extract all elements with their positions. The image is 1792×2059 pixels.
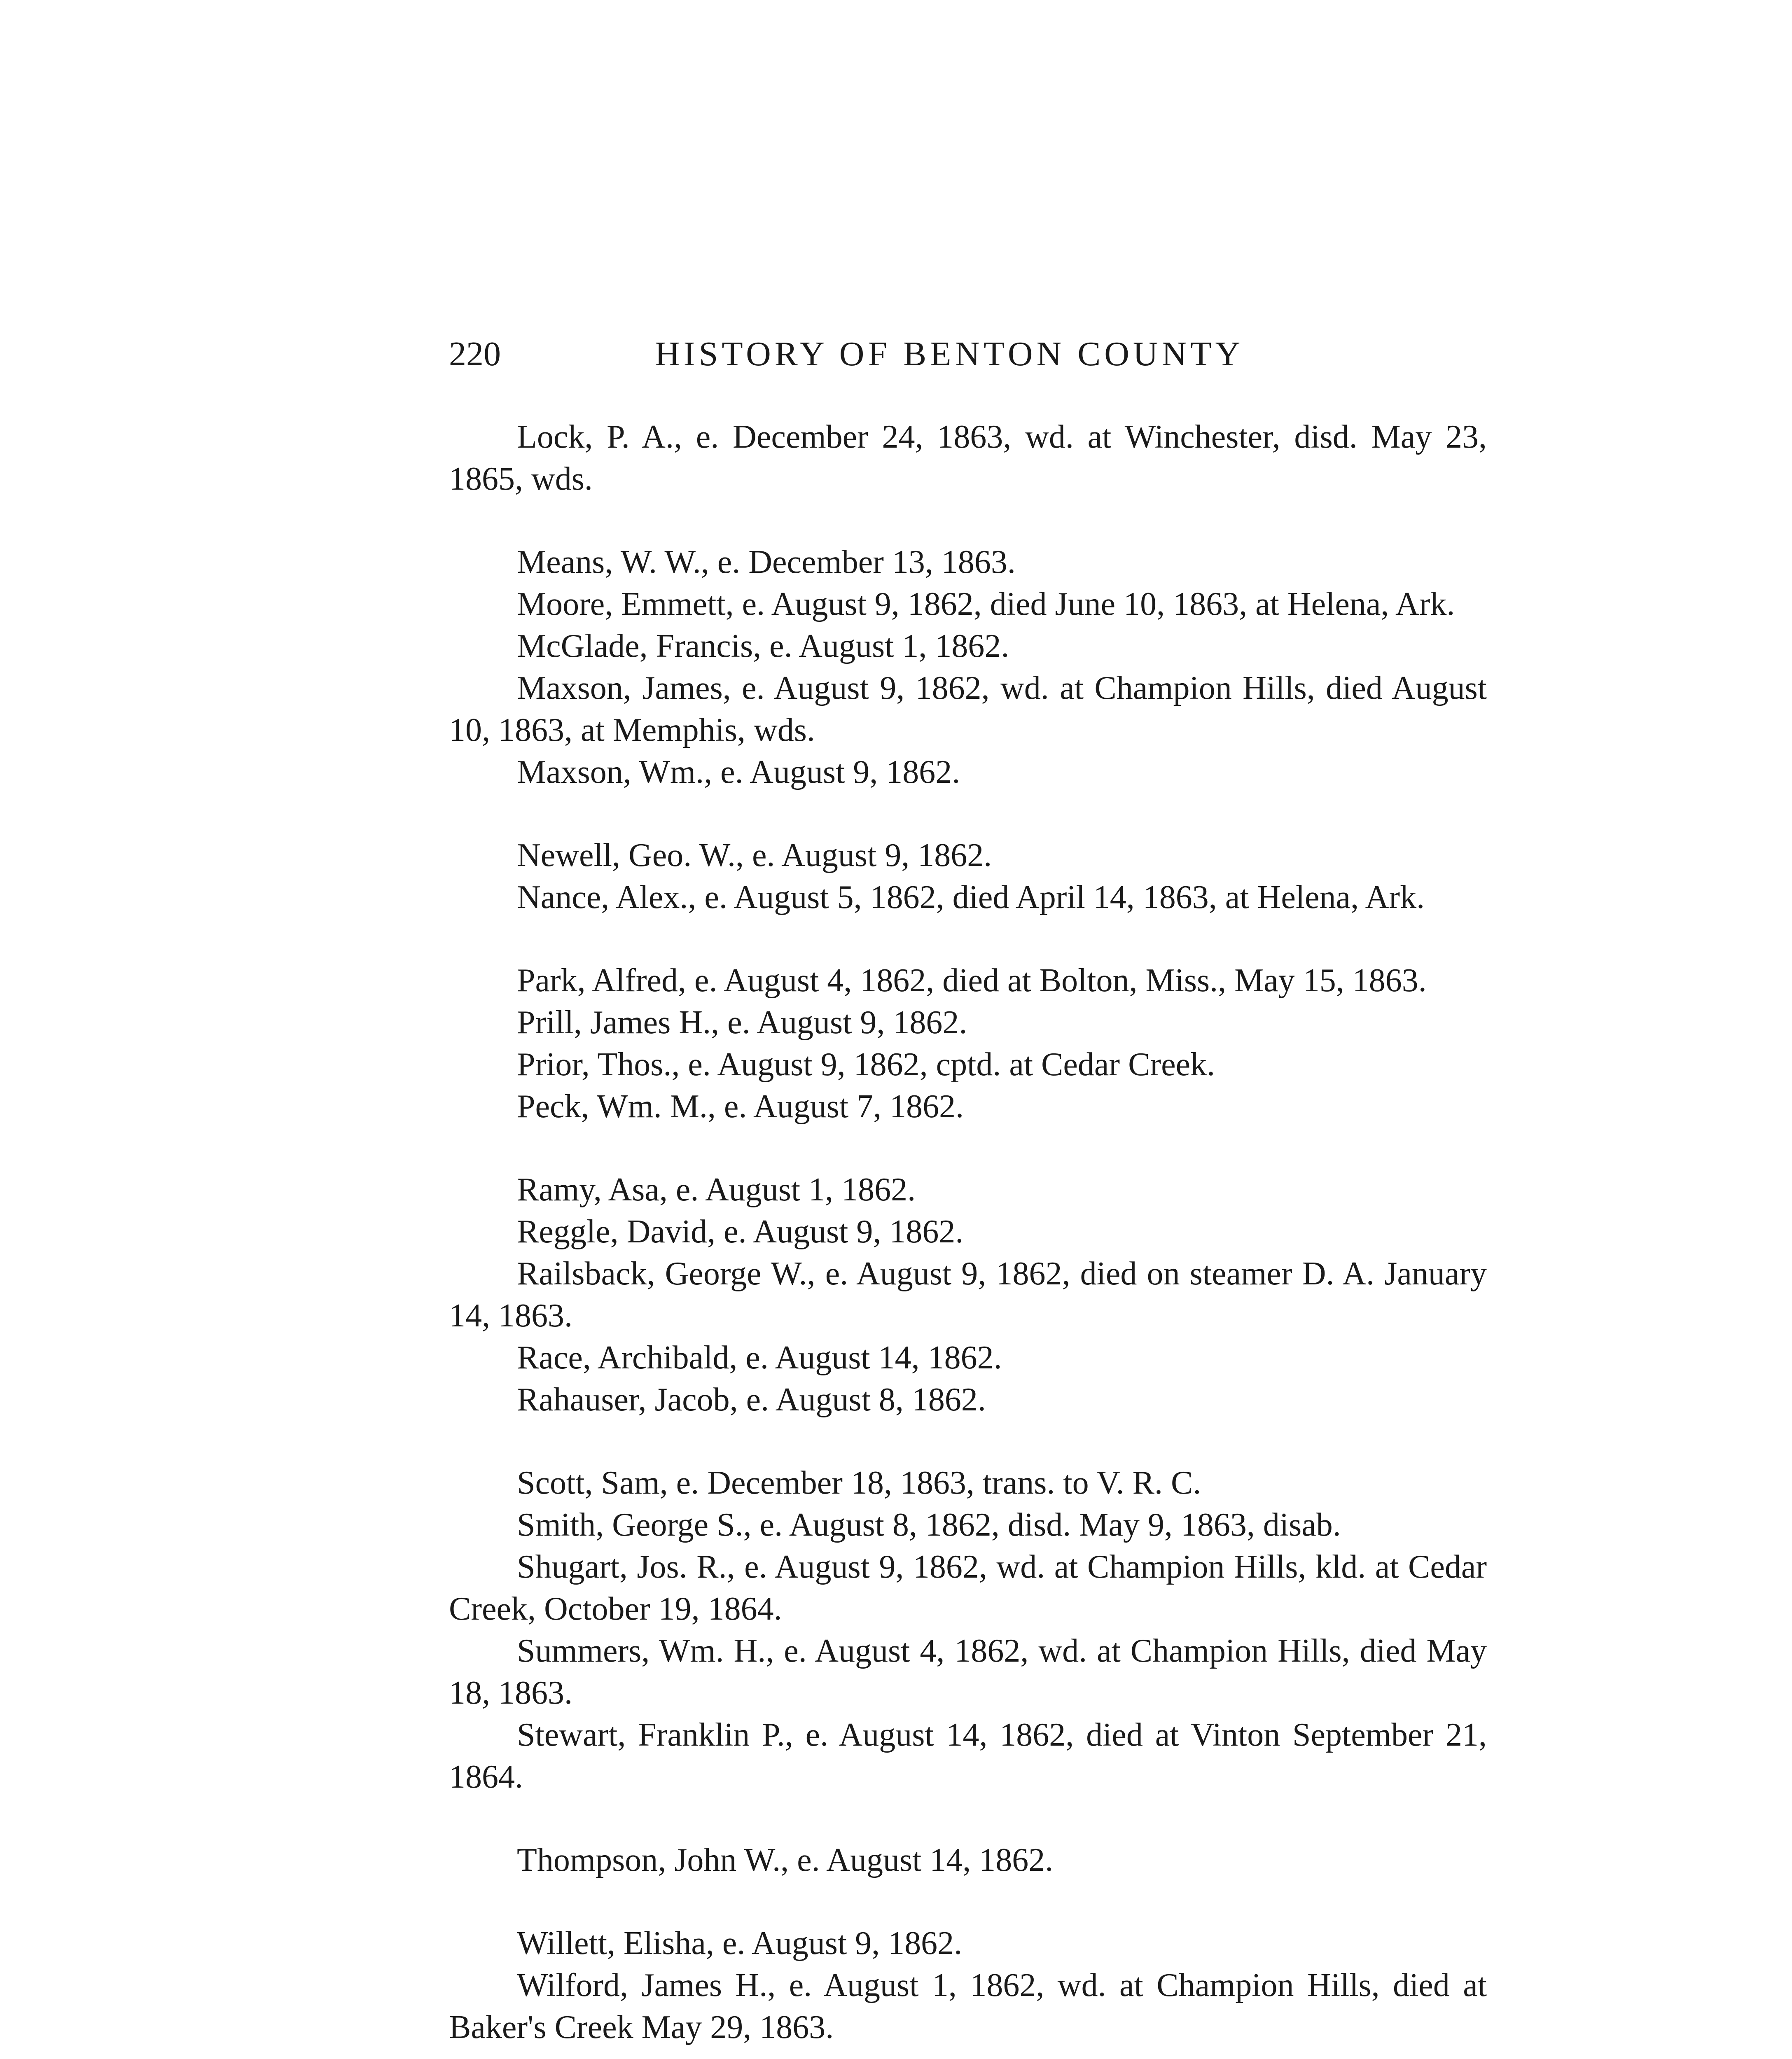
roster-entry: Thompson, John W., e. August 14, 1862. bbox=[517, 1842, 1054, 1878]
page-number: 220 bbox=[449, 335, 501, 373]
roster-entry: Rahauser, Jacob, e. August 8, 1862. bbox=[517, 1382, 986, 1418]
roster-group-l bbox=[449, 416, 1487, 500]
roster-entry: Means, W. W., e. December 13, 1863. bbox=[517, 544, 1016, 580]
roster-entry: McGlade, Francis, e. August 1, 1862. bbox=[517, 628, 1009, 664]
roster-entry: Scott, Sam, e. December 18, 1863, trans. to V. R. C. bbox=[517, 1465, 1201, 1501]
roster-group-p bbox=[449, 959, 1487, 1128]
roster-entry: Prior, Thos., e. August 9, 1862, cptd. at Cedar Creek. bbox=[517, 1046, 1215, 1083]
roster-group-n bbox=[449, 834, 1487, 918]
roster-entry: Moore, Emmett, e. August 9, 1862, died June 10, 1863, at Helena, Ark. bbox=[517, 586, 1455, 622]
roster-entry: Railsback, George W., e. August 9, 1862, died on steamer D. A. January 14, 1863. bbox=[449, 1256, 1487, 1334]
roster-entry: Shugart, Jos. R., e. August 9, 1862, wd. at Champion Hills, kld. at Cedar Creek, October 19, 1864. bbox=[449, 1549, 1487, 1627]
running-title: HISTORY OF BENTON COUNTY bbox=[655, 335, 1244, 373]
roster-group-s bbox=[449, 1462, 1487, 1798]
running-head bbox=[449, 331, 1487, 377]
roster-entry: Nance, Alex., e. August 5, 1862, died April 14, 1863, at Helena, Ark. bbox=[517, 879, 1425, 915]
roster-entry: Wilford, James H., e. August 1, 1862, wd. at Champion Hills, died at Baker's Creek May 29, 1863. bbox=[449, 1967, 1487, 2045]
roster-group-w bbox=[449, 1922, 1487, 2048]
roster-entry: Stewart, Franklin P., e. August 14, 1862, died at Vinton September 21, 1864. bbox=[449, 1717, 1487, 1795]
roster-entry: Maxson, James, e. August 9, 1862, wd. at Champion Hills, died August 10, 1863, at Memphis, wds. bbox=[449, 670, 1487, 748]
roster-group-r bbox=[449, 1169, 1487, 1421]
roster-entry: Race, Archibald, e. August 14, 1862. bbox=[517, 1340, 1002, 1376]
roster-entry: Ramy, Asa, e. August 1, 1862. bbox=[517, 1172, 916, 1208]
roster-entry: Lock, P. A., e. December 24, 1863, wd. at Winchester, disd. May 23, 1865, wds. bbox=[449, 419, 1487, 497]
roster-entry: Newell, Geo. W., e. August 9, 1862. bbox=[517, 837, 992, 873]
roster-entry: Willett, Elisha, e. August 9, 1862. bbox=[517, 1925, 963, 1961]
roster-entry: Peck, Wm. M., e. August 7, 1862. bbox=[517, 1088, 964, 1125]
roster-entry: Summers, Wm. H., e. August 4, 1862, wd. at Champion Hills, died May 18, 1863. bbox=[449, 1633, 1487, 1711]
roster-group-m bbox=[449, 541, 1487, 793]
roster-group-t bbox=[449, 1839, 1487, 1881]
roster-entry: Smith, George S., e. August 8, 1862, disd. May 9, 1863, disab. bbox=[517, 1507, 1341, 1543]
roster-entry: Prill, James H., e. August 9, 1862. bbox=[517, 1004, 967, 1041]
roster-entry: Maxson, Wm., e. August 9, 1862. bbox=[517, 754, 960, 790]
roster-entry: Reggle, David, e. August 9, 1862. bbox=[517, 1214, 964, 1250]
roster-entry: Park, Alfred, e. August 4, 1862, died at Bolton, Miss., May 15, 1863. bbox=[517, 962, 1427, 999]
roster-list bbox=[449, 416, 1487, 2059]
